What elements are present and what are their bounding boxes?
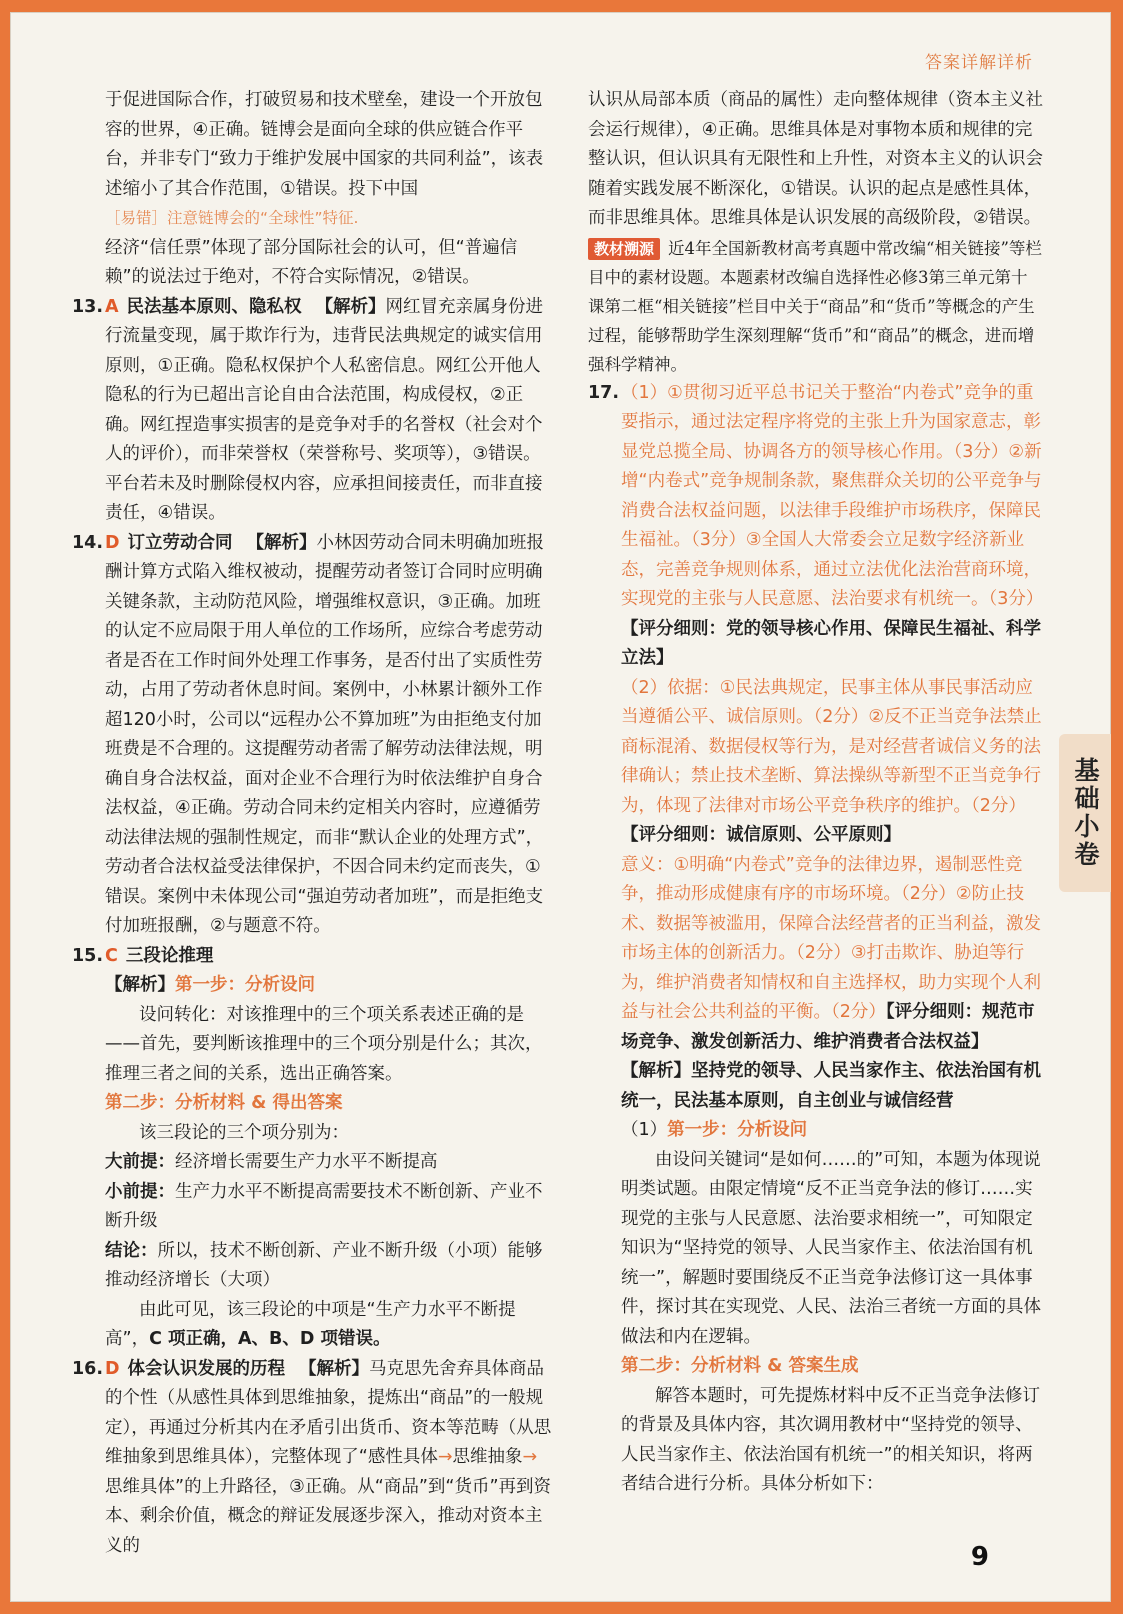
question-topic: 订立劳动合同: [127, 532, 233, 553]
analysis-text: 网红冒充亲属身份进行流量变现，属于欺诈行为，违背民法典规定的诚实信用原则，①正确。隐私权保护个人私密信息。网红公开他人隐私的行为已超出言论自由合法范围，构成侵权，②正确。网红捏造事实损害的是竞争对手的名誉权（社会对个人的评价），而非荣誉权（荣誉称号、奖项等），③错误。平台若未及时删除侵权内容，应承担间接责任，而非直接责任，④错误。: [105, 296, 544, 523]
step-text: 解答本题时，可先提炼材料中反不正当竞争法修订的背景及具体内容，其次调用教材中“坚持党的领导、人民当家作主、依法治国有机统一”的相关知识，将两者结合进行分析。具体分析如下：: [621, 1385, 1040, 1494]
step-text: 由设问关键词“是如何……的”可知，本题为体现说明类试题。由限定情境“反不正当竞争法的修订……实现党的主张与人民意愿、法治要求相统一”，可知限定知识为“坚持党的领导、人民当家作主、依法治国有机统一”，解题时要围绕反不正当竞争法修订这一具体事件，探讨其在实现党、人民、法治三者统一方面的具体做法和内在逻辑。: [621, 1149, 1041, 1347]
step-heading: 第一步：分析设问: [175, 975, 315, 995]
step-text: 设问转化：对该推理中的三个项关系表述正确的是——首先，要判断该推理中的三个项分别是什么；其次，推理三者之间的关系，选出正确答案。: [105, 1004, 543, 1084]
answer-letter: A: [105, 296, 119, 317]
rubric-label: 【评分: [885, 1002, 930, 1022]
question-topic: 三段论推理: [125, 945, 214, 966]
question-topic: 体会认识发展的历程: [127, 1358, 286, 1379]
minor-premise-label: 小前提：: [105, 1181, 175, 1202]
step-heading: 第二步：分析材料 & 答案生成: [621, 1356, 859, 1376]
question-number: 13.: [72, 296, 104, 317]
conclusion: 所以，技术不断创新、产业不断升级（小项）能够推动经济增长（大项）: [105, 1240, 543, 1290]
answer-letter: C: [105, 945, 118, 966]
question-13: [72, 293, 552, 529]
page-number: 9: [970, 1542, 989, 1572]
rubric-text: 细则：规范市场竞争、激发创新活力、维护消费者合法权益】: [621, 1002, 1035, 1052]
question-14: [72, 529, 552, 942]
answer-part-2: （2）依据：①民法典规定，民事主体从事民事活动应当遵循公平、诚信原则。（2分）②反不正当竞争法禁止商标混淆、数据侵权等行为，是对经营者诚信义务的法律确认；禁止技术垄断、算法操纵等新型不正当竞争行为，体现了法律对市场公平竞争秩序的维护。（2分）: [621, 677, 1042, 816]
analysis-text: 思维具体”的上升路径，③正确。从“商品”到“货币”再到资本、剩余价值，概念的辩证发展逐步深入，推动对资本主义的: [105, 1476, 552, 1556]
rubric-text: 【评分细则：诚信原则、公平原则】: [621, 825, 901, 845]
analysis-label: 【解析】: [621, 1061, 691, 1081]
analysis-text: 小林因劳动合同未明确加班报酬计算方式陷入维权被动，提醒劳动者签订合同时应明确关键条款，主动防范风险，增强维权意识，③正确。加班的认定不应局限于用人单位的工作场所，应综合考虑劳动者是否在工作时间外处理工作事务，是否付出了实质性劳动，占用了劳动者休息时间。案例中，小林累计额外工作超120小时，公司以“远程办公不算加班”为由拒绝支付加班费是不合理的。这提醒劳动者需了解劳动法律法规，明确自身合法权益，面对企业不合理行为时依法维护自身合法权益，④正确。劳动合同未约定相关内容时，应遵循劳动法律法规的强制性规定，而非“默认企业的处理方式”，劳动者合法权益受法律保护，不因合同未约定而丧失，①错误。案例中未体现公司“强迫劳动者加班”，而是拒绝支付加班报酬，②与题意不符。: [105, 532, 545, 936]
right-column: [588, 86, 1043, 1500]
q12-text-a: 于促进国际合作，打破贸易和技术壁垒，建设一个开放包容的世界，④正确。链博会是面向全球的供应链合作平台，并非专门“致力于维护发展中国家的共同利益”，该表述缩小了其合作范围，①错误。投下中国: [105, 90, 544, 199]
side-tab-label: 基础小卷: [1071, 757, 1100, 869]
textbook-source-badge: 教材溯源: [588, 238, 660, 260]
major-premise-label: 大前提：: [105, 1152, 175, 1172]
q16-continuation: 认识从局部本质（商品的属性）走向整体规律（资本主义社会运行规律），④正确。思维具体是对事物本质和规律的完整认识，但认识具有无限性和上升性，对资本主义的认识会随着实践发展不断深化，①错误。认识的起点是感性具体，而非思维具体。思维具体是认识发展的高级阶段，②错误。: [588, 90, 1043, 228]
analysis-label: 【解析】: [105, 975, 175, 995]
rubric-text: 党的领导核心作用、保障民生福祉、科学立法】: [621, 618, 1041, 668]
answer-part-1: （1）①贯彻习近平总书记关于整治“内卷式”竞争的重要指示，通过法定程序将党的主张上升为国家意志，彰显党总揽全局、协调各方的领导核心作用。（3分）②新增“内卷式”竞争规制条款，聚焦群众关切的公平竞争与消费合法权益问题，以法律手段维护市场秩序，保障民生福祉。（3分）③全国人大常委会立足数字经济新业态，完善竞争规则体系，通过立法优化法治营商环境，实现党的主张与人民意愿、法治要求有机统一。（3分）: [621, 382, 1044, 609]
question-16: [72, 1355, 552, 1562]
final-text: 由此可见，该三段论的中项是“生产力水平不断提高”，: [105, 1299, 516, 1349]
textbook-source: [588, 234, 1043, 379]
answer-letter: D: [105, 1358, 120, 1379]
section-side-tab: [1059, 734, 1111, 892]
left-column: [72, 86, 552, 1561]
analysis-text: 思维抽象: [452, 1447, 523, 1467]
arrow-icon: →: [437, 1447, 453, 1467]
page: [10, 12, 1111, 1602]
step-heading: 第一步：分析设问: [667, 1120, 808, 1140]
step-heading: 第二步：分析材料 & 得出答案: [105, 1093, 343, 1113]
step-text: 该三段论的三个项分别为：: [139, 1122, 349, 1143]
answer-letter: D: [105, 532, 120, 553]
textbook-source-text: 近4年全国新教材高考真题中常改编“相关链接”等栏目中的素材设题。本题素材改编自选择性必修3第三单元第十课第二框“相关链接”栏目中关于“商品”和“货币”等概念的产生过程，能够帮助学生深刻理解“货币”和“商品”的概念，进而增强科学精神。: [588, 238, 1042, 374]
header-tag: 答案详解详析: [925, 53, 1033, 73]
q12-continuation: [72, 86, 552, 293]
minor-premise: 生产力水平不断提高需要技术不断创新、产业不断升级: [105, 1181, 543, 1231]
analysis-label: 【解析】: [299, 1358, 370, 1379]
analysis-topic: 坚持党的领导、人民当家作主、依法治国有机统一，民法基本原则，自主创业与诚信经营: [621, 1061, 1041, 1111]
question-topic: 民法基本原则、隐私权: [126, 296, 302, 317]
final-answer: C 项正确，A、B、D 项错误。: [149, 1329, 391, 1349]
arrow-icon: →: [522, 1447, 538, 1467]
q12-text-b: 经济“信任票”体现了部分国际社会的认可，但“普遍信赖”的说法过于绝对，不符合实际情况，②错误。: [105, 237, 518, 287]
question-17: [588, 379, 1043, 1500]
error-note: ［易错］注意链博会的“全球性”特征.: [105, 209, 359, 227]
question-number: 14.: [72, 532, 104, 553]
rubric-label: 【评分细则：: [621, 618, 726, 639]
question-number: 17.: [588, 382, 620, 403]
analysis-label: 【解析】: [315, 296, 386, 317]
major-premise: 经济增长需要生产力水平不断提高: [175, 1152, 438, 1172]
analysis-label: 【解析】: [246, 532, 317, 553]
conclusion-label: 结论：: [105, 1240, 158, 1261]
question-15: [72, 942, 552, 1355]
answer-part-3: 意义：①明确“内卷式”竞争的法律边界，遏制恶性竞争，推动形成健康有序的市场环境。（2分）②防止技术、数据等被滥用，保障合法经营者的正当利益，激发市场主体的创新活力。（2分）③打击欺诈、胁迫等行为，维护消费者知情权和自主选择权，助力实现个人利益与社会公共利益的平衡。（2分）: [621, 854, 1041, 1022]
question-number: 15.: [72, 945, 104, 966]
question-number: 16.: [72, 1358, 104, 1379]
step-prefix: （1）: [621, 1120, 668, 1140]
analysis-text: 马克思先舍弃具体商品的个性（从感性具体到思维抽象，提炼出“商品”的一般规定），再通过分析其内在矛盾引出货币、资本等范畴（从思维抽象到思维具体），完整体现了“感性具体: [105, 1358, 552, 1467]
